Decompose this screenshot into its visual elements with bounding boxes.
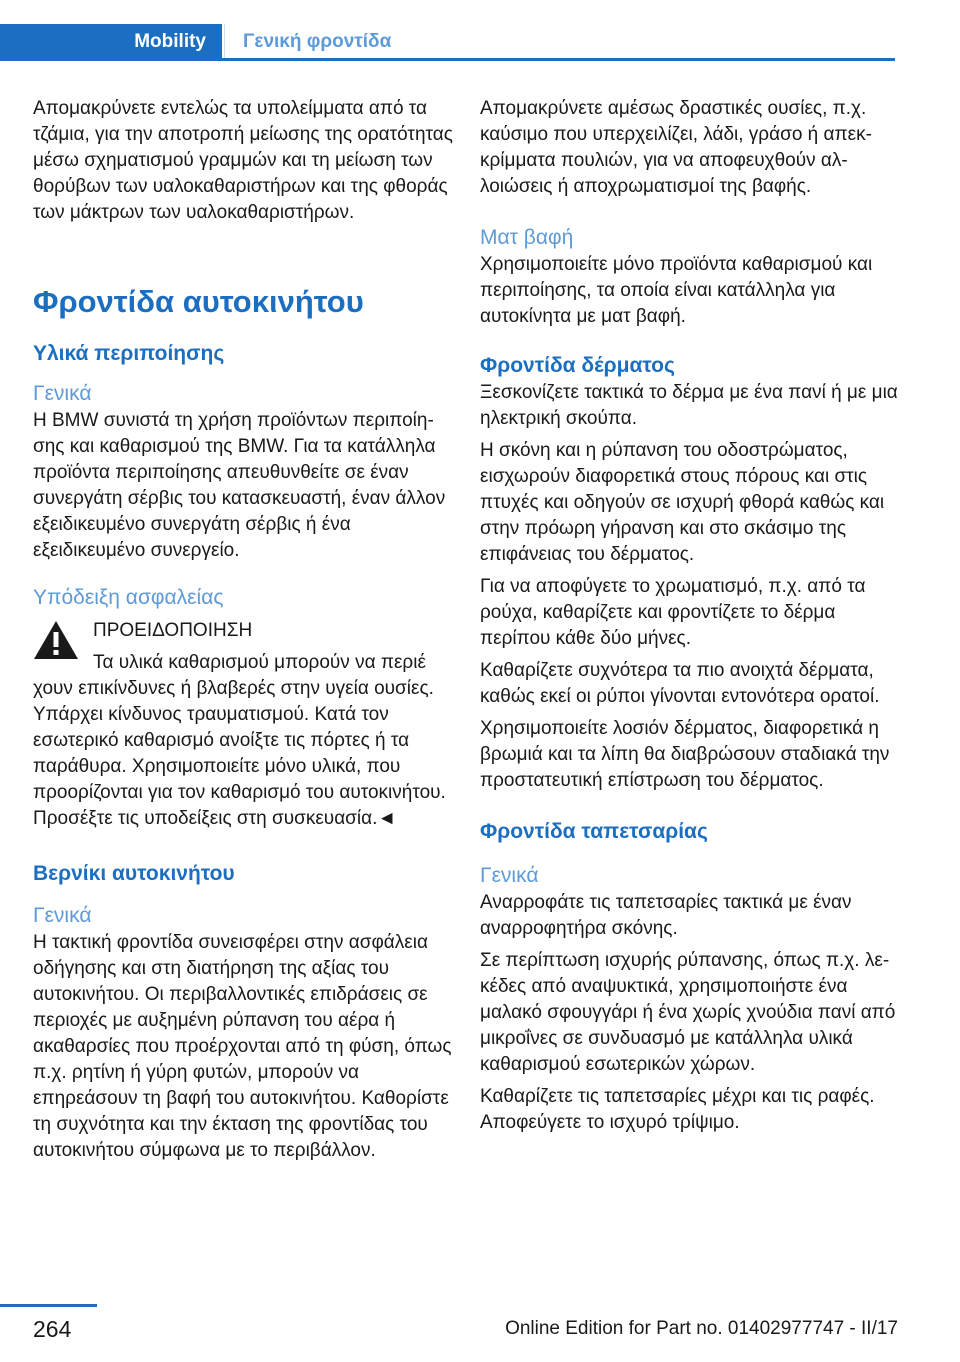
page-number: 264 bbox=[33, 1316, 72, 1342]
left-column bbox=[33, 96, 453, 1170]
leather-paragraph-5: Χρησιμοποιείτε λοσιόν δέρματος, διαφορετικά η βρωμιά και τα λίπη θα διαβρώσουν σταδιακά την προστατευτική επίστρωση του δέρματος. bbox=[480, 718, 890, 791]
general-paragraph: Η BMW συνιστά τη χρήση προϊόντων περιποίησης και καθαρισμού της BMW. Για τα κατάλληλα προϊόντα περιποίησης απευθυνθείτε σε έναν συνεργάτη σέρβις του κατασκευαστή, έναν άλλον εξειδικευμένο συνεργάτη σέρβις ή ένα εξειδικευμένο συνεργείο. bbox=[33, 410, 446, 561]
section-title: Φροντίδα αυτοκινήτου bbox=[33, 284, 364, 319]
tab-mobility[interactable]: Mobility bbox=[0, 24, 222, 59]
warning-block bbox=[33, 618, 453, 676]
intro-right-paragraph: Απομακρύνετε αμέσως δραστικές ουσίες, π.χ. καύσιμο που υπερχειλίζει, λάδι, γράσο ή απεκκρίμματα πουλιών, για να αποφευχθούν αλλοιώσεις ή αποχρωματισμοί της βαφής. bbox=[480, 98, 872, 197]
leather-paragraph-2: Η σκόνη και η ρύπανση του οδοστρώματος, εισχωρούν διαφορετικά στους πόρους και στις πτυχές και οδηγούν σε ισχυρή φθορά καθώς και στην πρόωρη γήρανση και στο σκάσιμο της επιφάνειας του δέρματος. bbox=[480, 440, 885, 565]
heading-general-2: Γενικά bbox=[33, 904, 92, 927]
intro-paragraph: Απομακρύνετε εντελώς τα υπολείμματα από τα τζάμια, για την αποτροπή μείωσης της ορατότητας μέσω σχηματισμού γραμμών και τη μείωση των θορύβων των υαλοκαθαριστήρων και της φθοράς των μάκτρων των υαλοκαθαριστήρων. bbox=[33, 98, 453, 223]
tab-general-care[interactable]: Γενική φροντίδα bbox=[224, 24, 409, 59]
warning-first-line: Τα υλικά καθαρισμού μπορούν να περιέ bbox=[93, 652, 426, 673]
right-column bbox=[480, 96, 900, 1142]
heading-car-paint: Βερνίκι αυτοκινήτου bbox=[33, 862, 235, 885]
leather-paragraph-4: Καθαρίζετε συχνότερα τα πιο ανοιχτά δέρματα, καθώς εκεί οι ρύποι γίνονται εντονότερα ορατοί. bbox=[480, 660, 880, 707]
header-bar bbox=[0, 0, 960, 62]
upholstery-paragraph-3: Καθαρίζετε τις ταπετσαρίες μέχρι και τις ραφές. Αποφεύγετε το ισχυρό τρίψιμο. bbox=[480, 1086, 875, 1133]
header-rule bbox=[0, 58, 895, 61]
heading-leather-care: Φροντίδα δέρματος bbox=[480, 354, 675, 377]
heading-general-3: Γενικά bbox=[480, 864, 539, 887]
heading-matt-paint: Ματ βαφή bbox=[480, 226, 574, 249]
warning-triangle-icon bbox=[33, 620, 79, 660]
upholstery-paragraph-2: Σε περίπτωση ισχυρής ρύπανσης, όπως π.χ. λεκέδες από αναψυκτικά, χρησιμοποιήστε ένα μαλακό σφουγγάρι ή ένα χωρίς χνούδια πανί από μικροΐνες σε συνδυασμό με κατάλληλα υλικά καθαρισμού εσωτερικών χώρων. bbox=[480, 950, 896, 1075]
heading-general: Γενικά bbox=[33, 382, 92, 405]
heading-upholstery-care: Φροντίδα ταπετσαρίας bbox=[480, 820, 708, 843]
leather-paragraph-3: Για να αποφύγετε το χρωματισμό, π.χ. από τα ρούχα, καθαρίζετε και φροντίζετε το δέρμα περίπου κάθε δύο μήνες. bbox=[480, 576, 866, 649]
edition-label: Online Edition for Part no. 01402977747 - II/17 bbox=[505, 1318, 898, 1339]
leather-paragraph-1: Ξεσκονίζετε τακτικά το δέρμα με ένα πανί ή με μια ηλεκτρική σκούπα. bbox=[480, 382, 898, 429]
paint-paragraph: Η τακτική φροντίδα συνεισφέρει στην ασφάλεια οδήγησης και στη διατήρηση της αξίας του αυτοκινήτου. Οι περιβαλλοντικές επιδράσεις σε περιοχές με αυξημένη ρύπανση του αέρα ή ακαθαρσίες που προέρχονται από τη φύση, όπως π.χ. ρητίνη ή γύρη φυτών, μπορούν να επηρεάσουν τη βαφή του αυτοκινήτου. Καθορίστε τη συχνότητα και την έκταση της φροντίδας του αυτοκινήτου σύμφωνα με το περιβάλλον. bbox=[33, 932, 452, 1161]
warning-text: χουν επικίνδυνες ή βλαβερές στην υγεία ουσίες. Υπάρχει κίνδυνος τραυματισμού. Κατά τον εσωτερικό καθαρισμό ανοίξτε τις πόρτες ή τα παράθυρα. Χρησιμοποιείτε μόνο υλικά, που προορίζονται για τον καθαρισμό του αυτοκινήτου. Προσέξτε τις υποδείξεις στη συσκευασία.◄ bbox=[33, 678, 446, 829]
footer bbox=[0, 1300, 960, 1362]
heading-care-materials: Υλικά περιποίησης bbox=[33, 342, 225, 365]
footer-rule bbox=[0, 1304, 97, 1307]
heading-safety-note: Υπόδειξη ασφαλείας bbox=[33, 586, 224, 609]
warning-label: ΠΡΟΕΙΔΟΠΟΙΗΣΗ bbox=[93, 620, 253, 641]
matt-paragraph: Χρησιμοποιείτε μόνο προϊόντα καθαρισμού και περιποίησης, τα οποία είναι κατάλληλα για αυτοκίνητα με ματ βαφή. bbox=[480, 254, 873, 327]
upholstery-paragraph-1: Αναρροφάτε τις ταπετσαρίες τακτικά με έναν αναρροφητήρα σκόνης. bbox=[480, 892, 852, 939]
